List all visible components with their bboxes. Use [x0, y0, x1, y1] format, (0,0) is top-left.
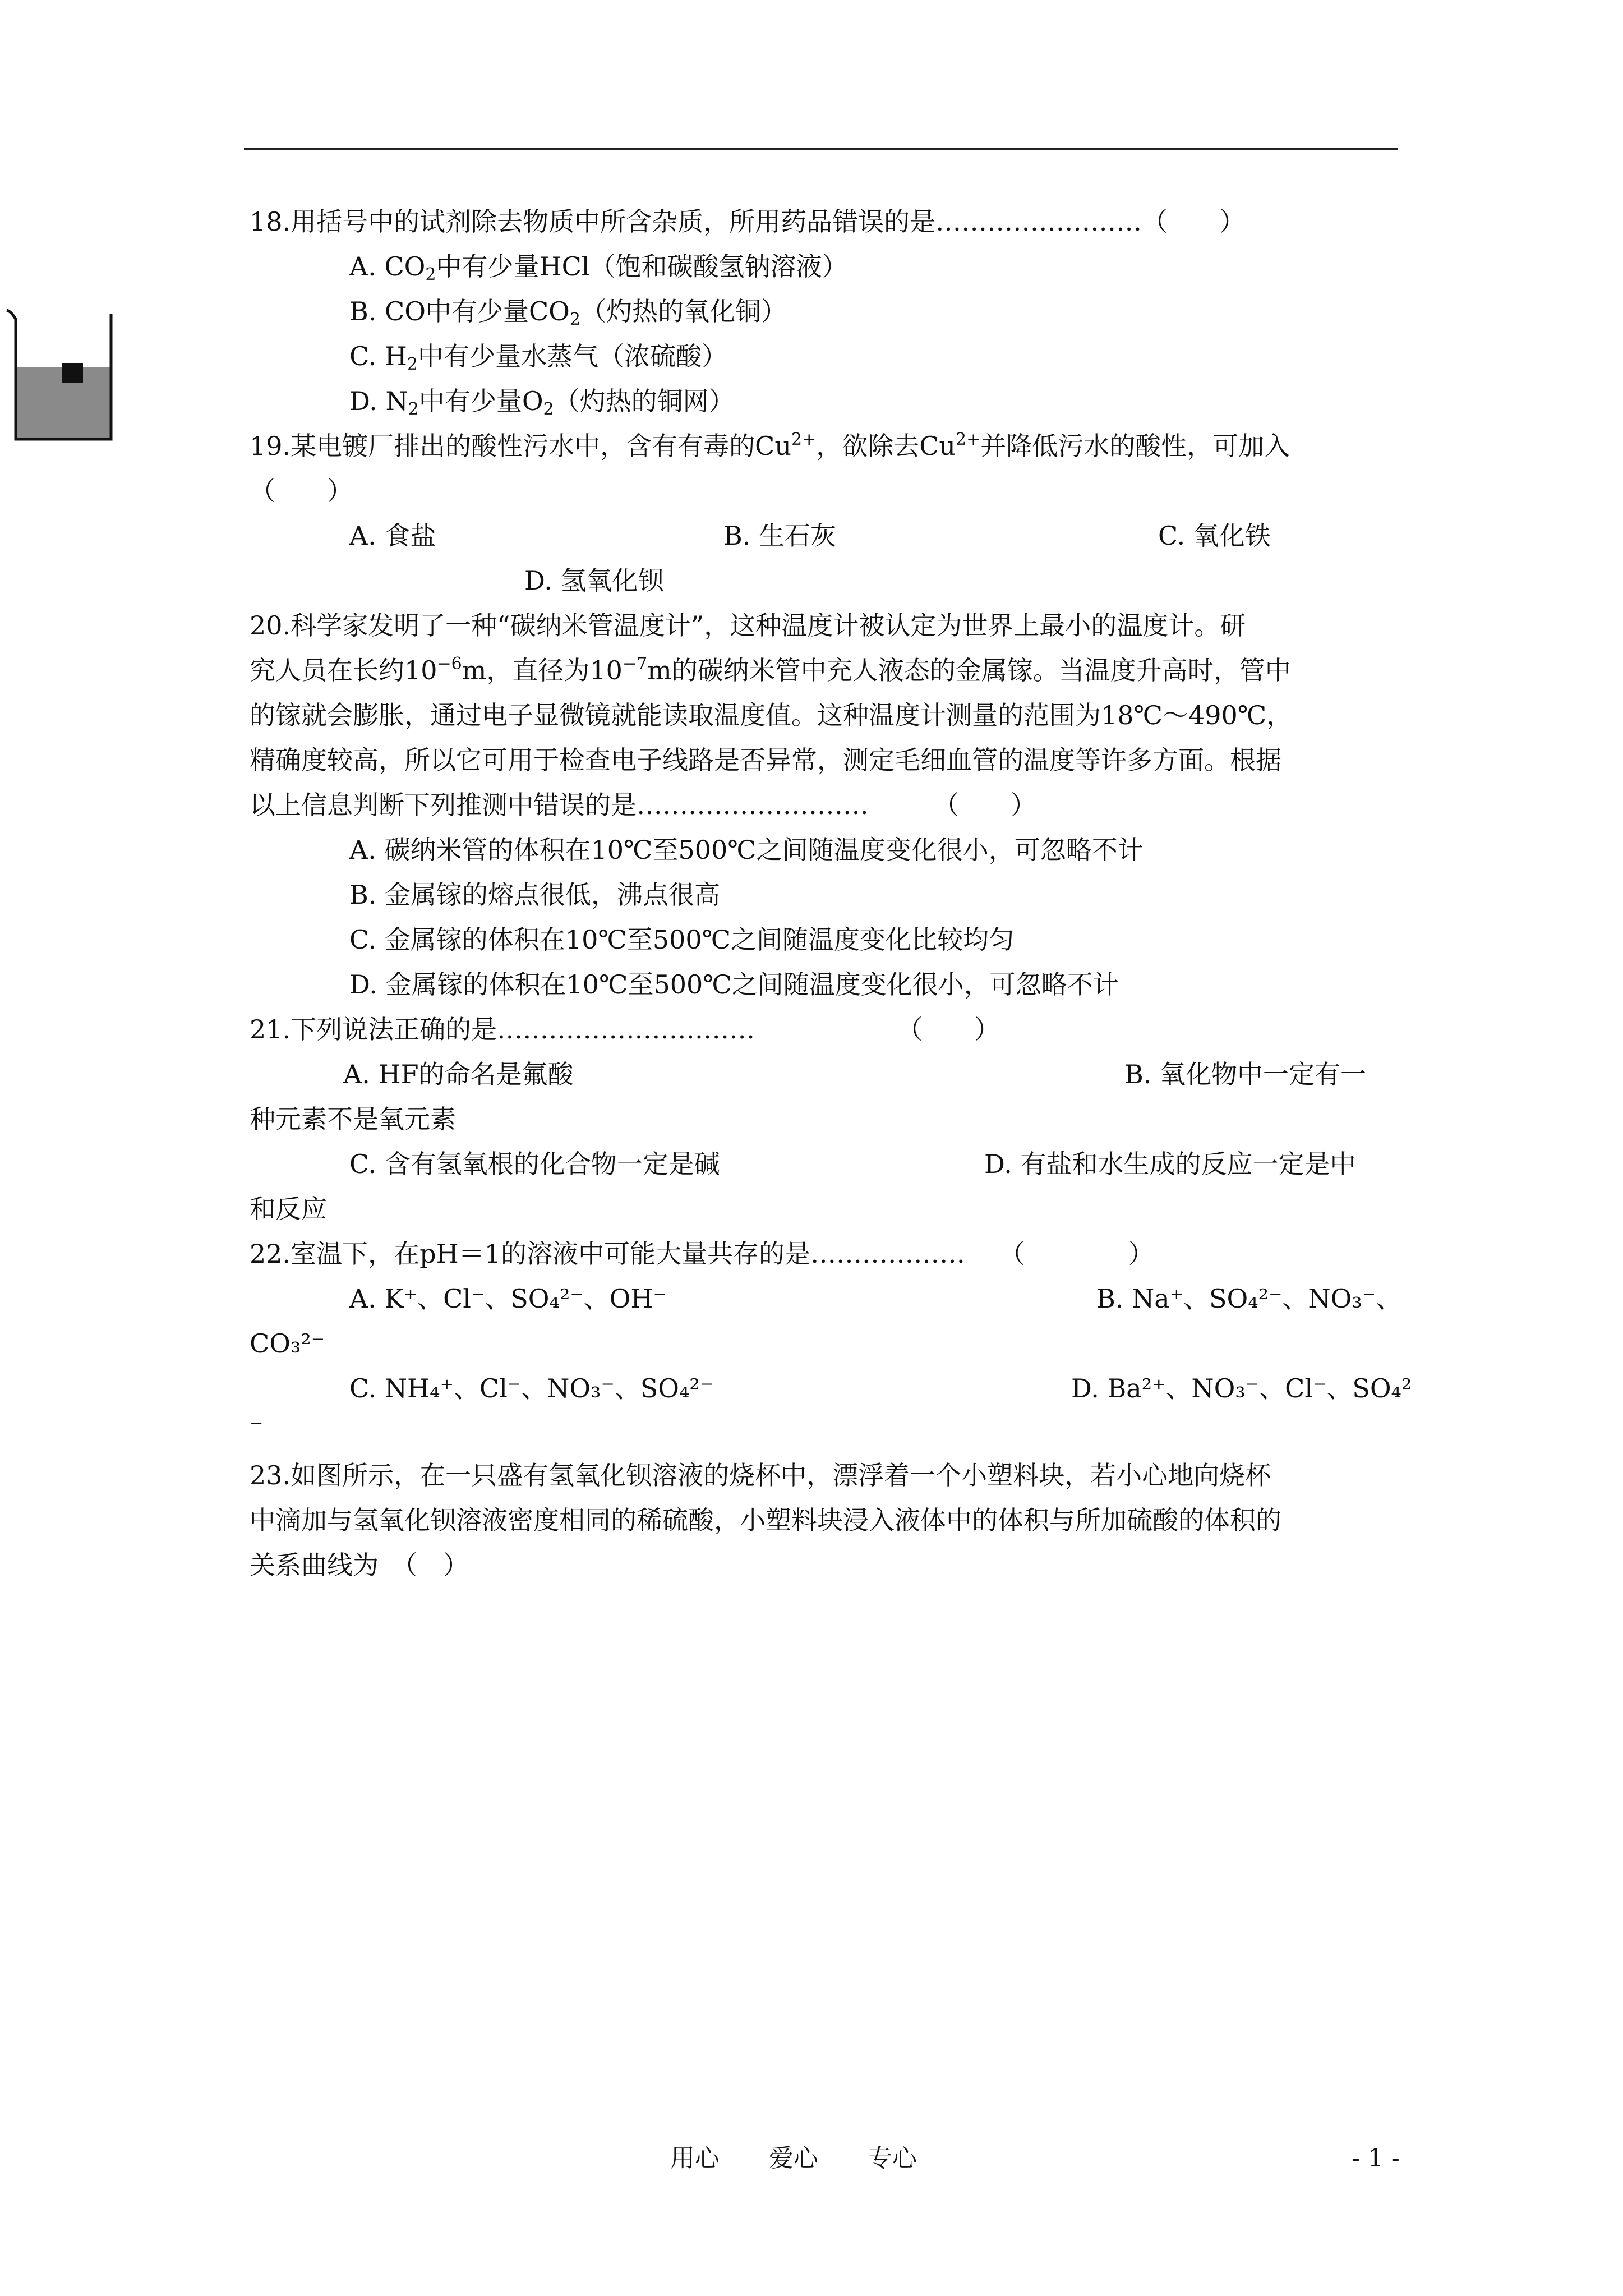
q22-option-d: D. Ba²⁺、NO₃⁻、Cl⁻、SO₄² — [1071, 1373, 1412, 1404]
q19-answer-paren: （ ） — [250, 476, 353, 506]
q20-option-d: D. 金属镓的体积在10℃至500℃之间随温度变化很小，可忽略不计 — [349, 969, 1119, 1000]
q23-line-3: 关系曲线为 （ ） — [250, 1550, 469, 1580]
q21-stem: 21.下列说法正确的是………………………… （ ） — [250, 1014, 1000, 1045]
q20-option-c: C. 金属镓的体积在10℃至500℃之间随温度变化比较均匀 — [349, 924, 1015, 955]
page-number: - 1 - — [1352, 2144, 1400, 2173]
q18-option-b: B. CO中有少量$CO_2$（灼热的氧化铜） — [349, 296, 787, 329]
footer-motto: 用心 爱心 专心 — [670, 2144, 917, 2173]
q20-line-2: 究人员在长约$10^{-6}m$，直径为$10^{-7}m$的碳纳米管中充人液态的金属镓。当温度升高时，管中 — [250, 654, 1291, 685]
q22-option-a: A. K⁺、Cl⁻、SO₄²⁻、OH⁻ — [349, 1283, 667, 1314]
q23-line-1: 23.如图所示，在一只盛有氢氧化钡溶液的烧杯中，漂浮着一个小塑料块，若小心地向烧杯 — [250, 1460, 1271, 1490]
q19-option-d: D. 氢氧化钡 — [524, 565, 664, 596]
q22-stem: 22.室温下，在pH＝1的溶液中可能大量共存的是……………… （ ） — [250, 1239, 1154, 1269]
q19-option-a: A. 食盐 — [349, 521, 436, 551]
q22-option-b-cont: CO₃²⁻ — [250, 1328, 325, 1359]
q22-option-c: C. NH₄⁺、Cl⁻、NO₃⁻、SO₄²⁻ — [349, 1373, 714, 1404]
q19-option-c: C. 氧化铁 — [1158, 521, 1271, 551]
q20-option-b: B. 金属镓的熔点很低，沸点很高 — [349, 880, 721, 910]
q21-option-b-cont: 种元素不是氧元素 — [250, 1104, 456, 1134]
q19-option-b: B. 生石灰 — [723, 521, 837, 551]
q21-option-c: C. 含有氢氧根的化合物一定是碱 — [349, 1149, 720, 1179]
q20-line-3: 的镓就会膨胀，通过电子显微镜就能读取温度值。这种温度计测量的范围为18℃～490℃， — [250, 700, 1293, 730]
q21-option-d-cont: 和反应 — [250, 1194, 327, 1224]
q20-option-a: A. 碳纳米管的体积在10℃至500℃之间随温度变化很小，可忽略不计 — [349, 835, 1144, 865]
q22-option-d-cont: ⁻ — [250, 1412, 264, 1443]
q20-line-1: 20.科学家发明了一种“碳纳米管温度计”，这种温度计被认定为世界上最小的温度计。研 — [250, 610, 1246, 641]
q18-option-a: A. $CO_2$中有少量HCl（饱和碳酸氢钠溶液） — [349, 251, 848, 284]
q20-line-5: 以上信息判断下列推测中错误的是……………………… （ ） — [250, 790, 1036, 820]
header-rule — [244, 148, 1398, 150]
beaker-illustration — [4, 306, 125, 446]
q20-line-4: 精确度较高，所以它可用于检查电子线路是否异常，测定毛细血管的温度等许多方面。根据 — [250, 745, 1281, 775]
q21-option-b: B. 氧化物中一定有一 — [1124, 1059, 1367, 1089]
q19-stem: 19.某电镀厂排出的酸性污水中，含有有毒的$Cu^{2+}$，欲除去$Cu^{2+}$并降低污水的酸性，可加入 — [250, 430, 1290, 461]
q21-option-a: A. HF的命名是氟酸 — [343, 1059, 574, 1089]
q18-stem: 18.用括号中的试剂除去物质中所含杂质，所用药品错误的是……………………（ ） — [250, 206, 1246, 237]
q22-option-b: B. Na⁺、SO₄²⁻、NO₃⁻、 — [1096, 1283, 1402, 1314]
q18-option-c: C. $H_2$中有少量水蒸气（浓硫酸） — [349, 341, 728, 374]
q21-option-d: D. 有盐和水生成的反应一定是中 — [984, 1149, 1356, 1179]
q18-option-d: D. $N_2$中有少量$O_2$（灼热的铜网） — [349, 386, 735, 419]
q23-line-2: 中滴加与氢氧化钡溶液密度相同的稀硫酸，小塑料块浸入液体中的体积与所加硫酸的体积的 — [250, 1505, 1281, 1535]
